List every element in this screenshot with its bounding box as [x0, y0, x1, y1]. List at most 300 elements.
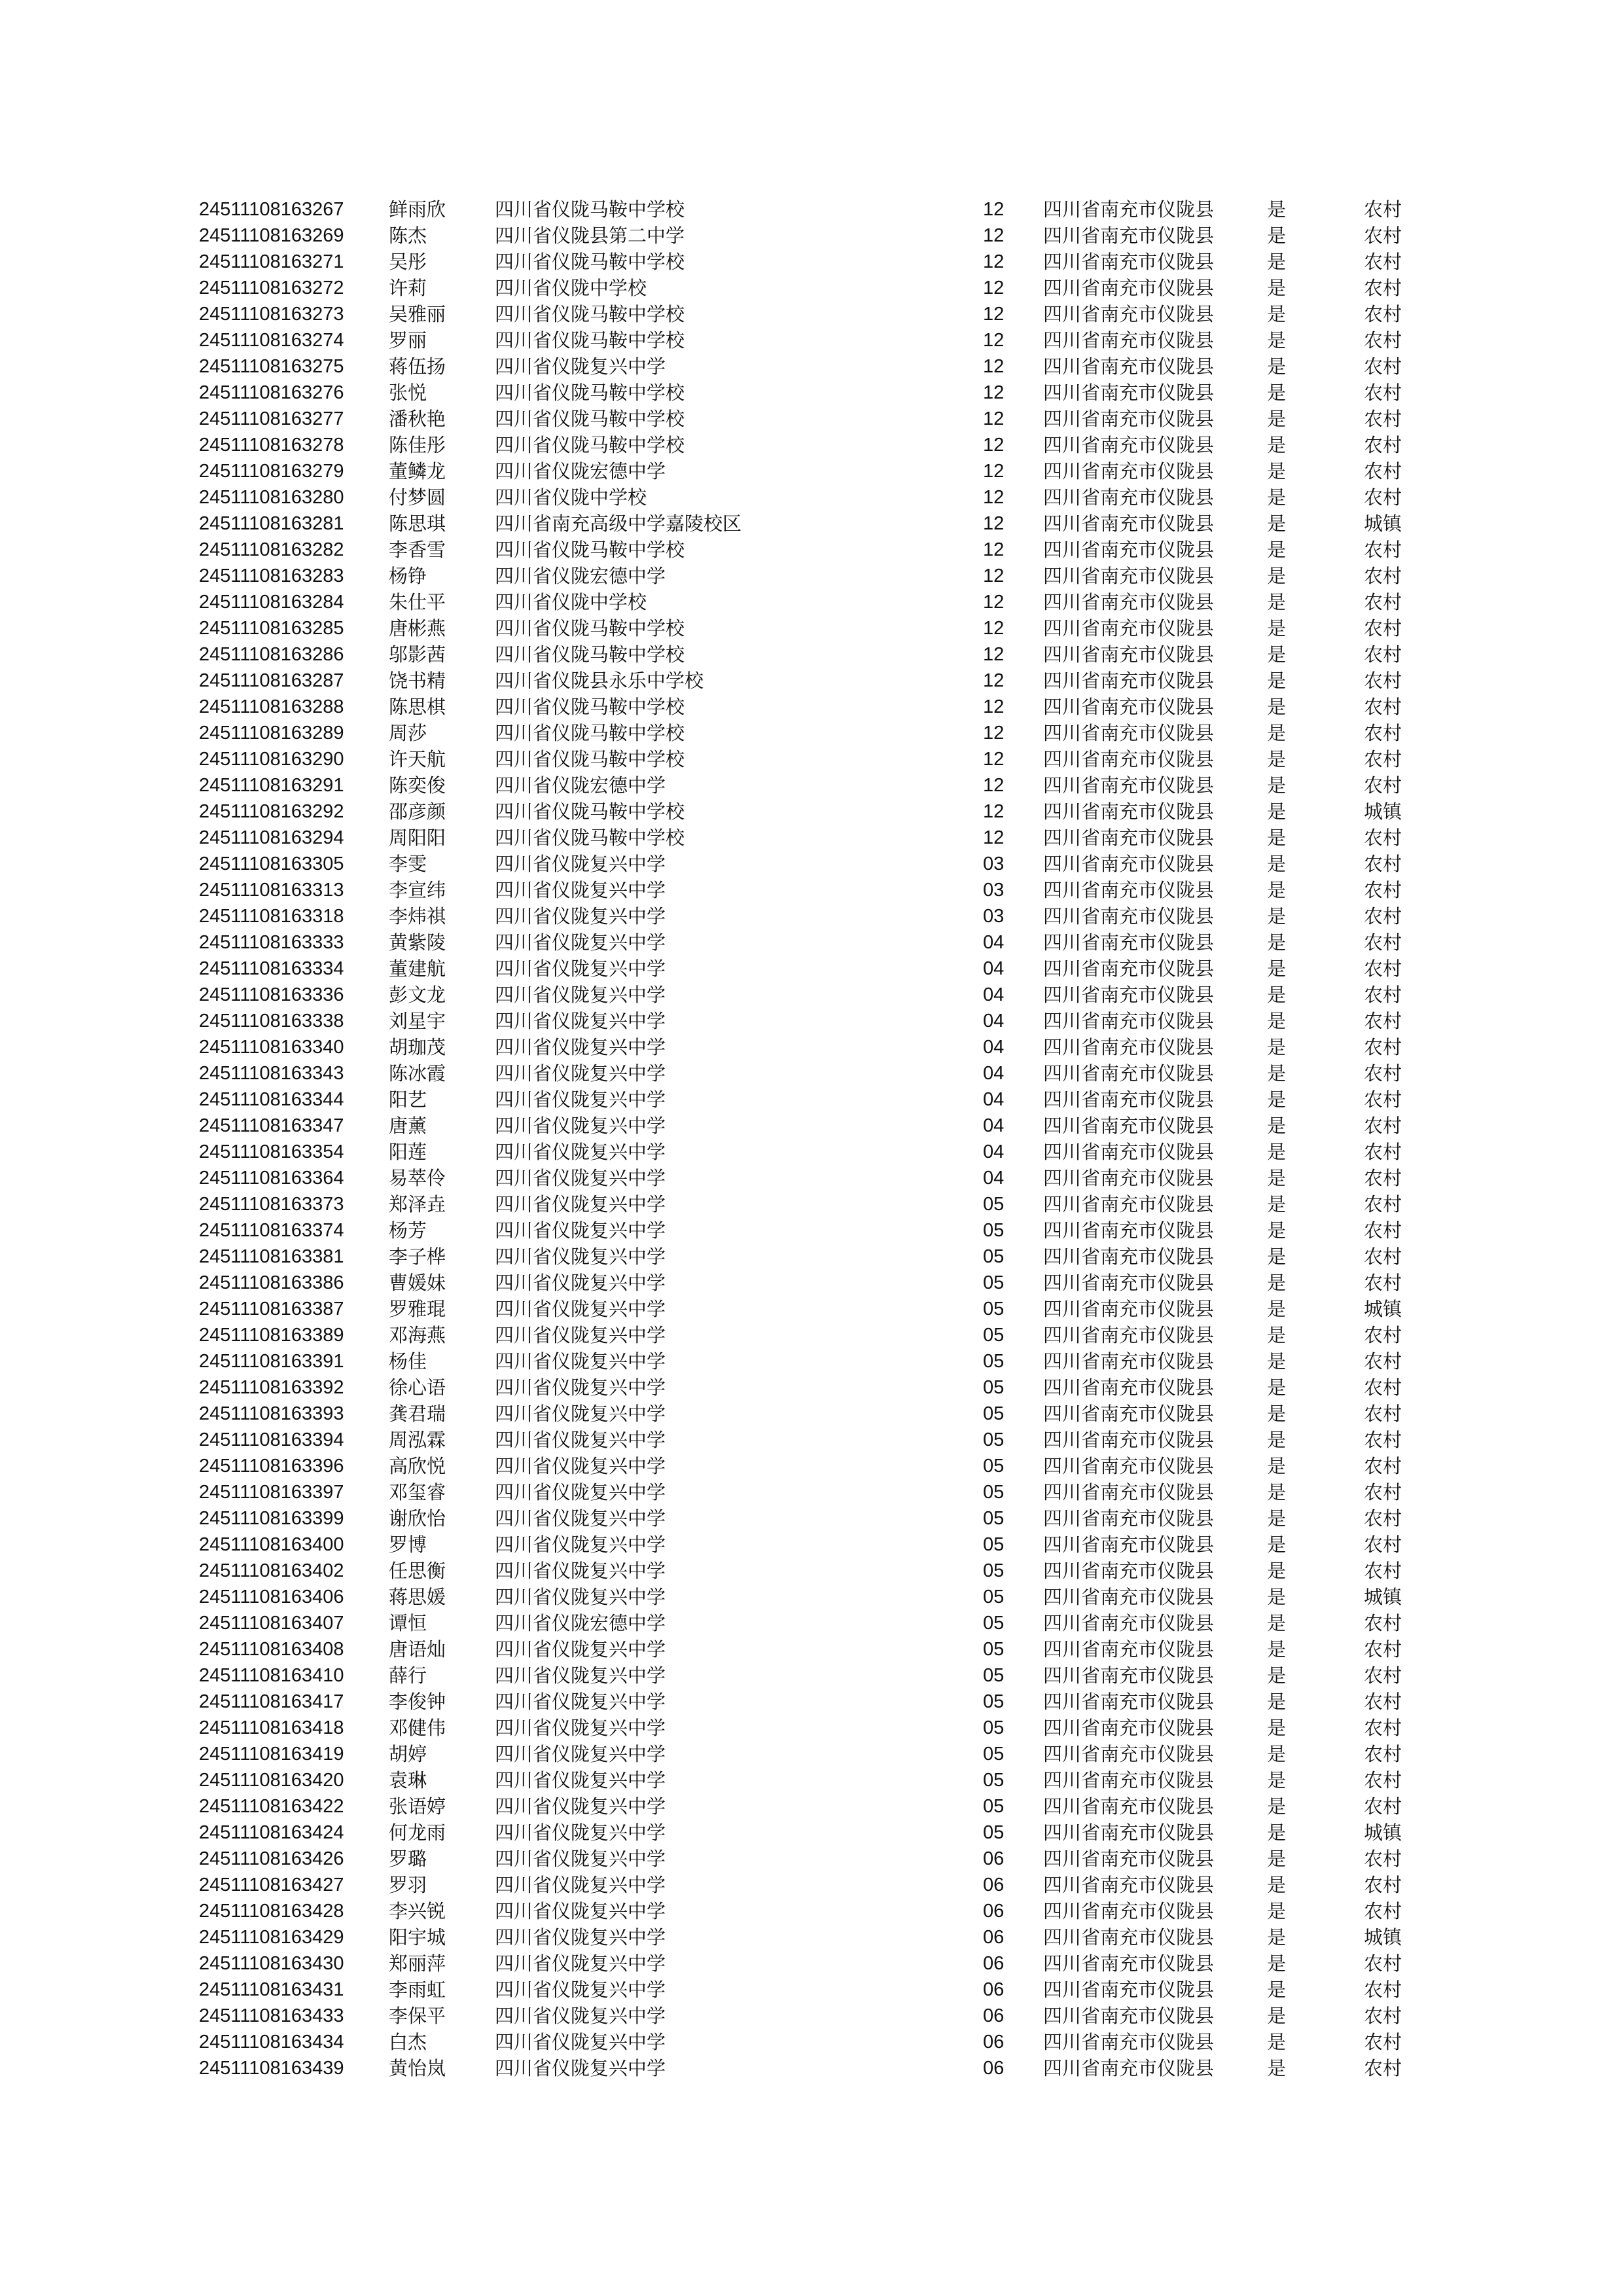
- residence-type-cell: 农村: [1364, 1115, 1402, 1137]
- student-name-cell: 谢欣怡: [389, 1507, 446, 1530]
- flag-cell: 是: [1267, 1167, 1287, 1189]
- class-cell: 05: [983, 1587, 1005, 1607]
- class-cell: 04: [983, 1063, 1005, 1084]
- school-cell: 四川省仪陇复兴中学: [495, 905, 666, 927]
- flag-cell: 是: [1267, 1010, 1287, 1032]
- table-row: [199, 1034, 1429, 1060]
- residence-type-cell: 农村: [1364, 617, 1402, 639]
- flag-cell: 是: [1267, 277, 1287, 299]
- flag-cell: 是: [1267, 827, 1287, 849]
- table-row: [199, 1479, 1429, 1505]
- school-cell: 四川省仪陇复兴中学: [495, 1455, 666, 1477]
- exam-number-cell: 24511108163374: [199, 1220, 344, 1241]
- residence-type-cell: 农村: [1364, 1088, 1402, 1111]
- student-name-cell: 刘星宇: [389, 1010, 446, 1032]
- residence-type-cell: 城镇: [1364, 1586, 1402, 1608]
- student-name-cell: 付梦圆: [389, 486, 446, 509]
- residence-type-cell: 农村: [1364, 1560, 1402, 1582]
- flag-cell: 是: [1267, 1298, 1287, 1320]
- residence-type-cell: 城镇: [1364, 800, 1402, 823]
- flag-cell: 是: [1267, 2057, 1287, 2079]
- school-cell: 四川省仪陇复兴中学: [495, 1246, 666, 1268]
- exam-number-cell: 24511108163408: [199, 1639, 344, 1660]
- class-cell: 05: [983, 1246, 1005, 1267]
- table-row: [199, 432, 1429, 458]
- class-cell: 12: [983, 225, 1005, 246]
- class-cell: 05: [983, 1796, 1005, 1817]
- residence-type-cell: 农村: [1364, 408, 1402, 430]
- student-name-cell: 邓健伟: [389, 1717, 446, 1739]
- region-cell: 四川省南充市仪陇县: [1043, 1926, 1215, 1948]
- table-row: [199, 406, 1429, 432]
- region-cell: 四川省南充市仪陇县: [1043, 1979, 1215, 2001]
- school-cell: 四川省仪陇复兴中学: [495, 1848, 666, 1870]
- exam-number-cell: 24511108163392: [199, 1377, 344, 1398]
- residence-type-cell: 农村: [1364, 329, 1402, 351]
- student-name-cell: 罗丽: [389, 329, 427, 351]
- residence-type-cell: 农村: [1364, 1062, 1402, 1085]
- residence-type-cell: 农村: [1364, 591, 1402, 613]
- school-cell: 四川省仪陇复兴中学: [495, 1193, 666, 1215]
- residence-type-cell: 农村: [1364, 1691, 1402, 1713]
- student-name-cell: 白杰: [389, 2031, 427, 2053]
- class-cell: 05: [983, 1429, 1005, 1450]
- student-name-cell: 邓玺睿: [389, 1481, 446, 1503]
- residence-type-cell: 农村: [1364, 1219, 1402, 1242]
- table-row: [199, 1689, 1429, 1715]
- region-cell: 四川省南充市仪陇县: [1043, 1062, 1215, 1085]
- class-cell: 05: [983, 1299, 1005, 1319]
- residence-type-cell: 农村: [1364, 382, 1402, 404]
- school-cell: 四川省仪陇马鞍中学校: [495, 198, 685, 221]
- school-cell: 四川省仪陇复兴中学: [495, 958, 666, 980]
- class-cell: 12: [983, 278, 1005, 298]
- region-cell: 四川省南充市仪陇县: [1043, 434, 1215, 456]
- table-row: [199, 1374, 1429, 1401]
- flag-cell: 是: [1267, 722, 1287, 744]
- class-cell: 12: [983, 330, 1005, 351]
- roster-table: [199, 196, 1429, 2081]
- student-name-cell: 龚君瑞: [389, 1403, 446, 1425]
- exam-number-cell: 24511108163430: [199, 1953, 344, 1974]
- school-cell: 四川省仪陇马鞍中学校: [495, 251, 685, 273]
- school-cell: 四川省仪陇复兴中学: [495, 1324, 666, 1346]
- region-cell: 四川省南充市仪陇县: [1043, 643, 1215, 666]
- table-row: [199, 353, 1429, 380]
- table-row: [199, 1453, 1429, 1479]
- student-name-cell: 周阳阳: [389, 827, 446, 849]
- flag-cell: 是: [1267, 1350, 1287, 1372]
- table-row: [199, 615, 1429, 641]
- region-cell: 四川省南充市仪陇县: [1043, 617, 1215, 639]
- school-cell: 四川省仪陇复兴中学: [495, 355, 666, 378]
- residence-type-cell: 农村: [1364, 853, 1402, 875]
- student-name-cell: 周莎: [389, 722, 427, 744]
- flag-cell: 是: [1267, 1848, 1287, 1870]
- residence-type-cell: 农村: [1364, 1167, 1402, 1189]
- school-cell: 四川省仪陇复兴中学: [495, 1926, 666, 1948]
- exam-number-cell: 24511108163439: [199, 2058, 344, 2079]
- table-row: [199, 798, 1429, 825]
- class-cell: 05: [983, 1534, 1005, 1555]
- exam-number-cell: 24511108163273: [199, 304, 344, 325]
- residence-type-cell: 农村: [1364, 1874, 1402, 1896]
- student-name-cell: 彭文龙: [389, 984, 446, 1006]
- school-cell: 四川省仪陇复兴中学: [495, 1534, 666, 1556]
- flag-cell: 是: [1267, 1900, 1287, 1922]
- region-cell: 四川省南充市仪陇县: [1043, 565, 1215, 587]
- region-cell: 四川省南充市仪陇县: [1043, 1848, 1215, 1870]
- class-cell: 05: [983, 1639, 1005, 1660]
- school-cell: 四川省仪陇县永乐中学校: [495, 670, 704, 692]
- exam-number-cell: 24511108163402: [199, 1560, 344, 1581]
- residence-type-cell: 农村: [1364, 1193, 1402, 1215]
- exam-number-cell: 24511108163389: [199, 1325, 344, 1346]
- region-cell: 四川省南充市仪陇县: [1043, 905, 1215, 927]
- exam-number-cell: 24511108163431: [199, 1979, 344, 2000]
- flag-cell: 是: [1267, 1769, 1287, 1791]
- residence-type-cell: 城镇: [1364, 512, 1402, 535]
- region-cell: 四川省南充市仪陇县: [1043, 1691, 1215, 1713]
- flag-cell: 是: [1267, 1795, 1287, 1818]
- student-name-cell: 罗博: [389, 1534, 427, 1556]
- school-cell: 四川省仪陇马鞍中学校: [495, 434, 685, 456]
- exam-number-cell: 24511108163294: [199, 827, 344, 848]
- student-name-cell: 郑泽垚: [389, 1193, 446, 1215]
- class-cell: 12: [983, 827, 1005, 848]
- table-row: [199, 1505, 1429, 1532]
- student-name-cell: 罗雅琨: [389, 1298, 446, 1320]
- school-cell: 四川省仪陇马鞍中学校: [495, 696, 685, 718]
- school-cell: 四川省仪陇复兴中学: [495, 1795, 666, 1818]
- region-cell: 四川省南充市仪陇县: [1043, 486, 1215, 509]
- school-cell: 四川省仪陇复兴中学: [495, 1350, 666, 1372]
- school-cell: 四川省仪陇复兴中学: [495, 1429, 666, 1451]
- residence-type-cell: 城镇: [1364, 1926, 1402, 1948]
- region-cell: 四川省南充市仪陇县: [1043, 1743, 1215, 1765]
- school-cell: 四川省仪陇复兴中学: [495, 1638, 666, 1660]
- flag-cell: 是: [1267, 1821, 1287, 1844]
- exam-number-cell: 24511108163427: [199, 1874, 344, 1895]
- table-row: [199, 746, 1429, 772]
- table-row: [199, 1348, 1429, 1374]
- class-cell: 12: [983, 592, 1005, 613]
- flag-cell: 是: [1267, 1560, 1287, 1582]
- exam-number-cell: 24511108163420: [199, 1770, 344, 1791]
- student-name-cell: 高欣悦: [389, 1455, 446, 1477]
- table-row: [199, 1741, 1429, 1767]
- residence-type-cell: 农村: [1364, 2031, 1402, 2053]
- student-name-cell: 胡婷: [389, 1743, 427, 1765]
- residence-type-cell: 农村: [1364, 1717, 1402, 1739]
- student-name-cell: 唐彬燕: [389, 617, 446, 639]
- student-name-cell: 谭恒: [389, 1612, 427, 1634]
- school-cell: 四川省仪陇复兴中学: [495, 1900, 666, 1922]
- exam-number-cell: 24511108163354: [199, 1141, 344, 1162]
- table-row: [199, 2003, 1429, 2029]
- student-name-cell: 鲜雨欣: [389, 198, 446, 221]
- flag-cell: 是: [1267, 1979, 1287, 2001]
- exam-number-cell: 24511108163289: [199, 723, 344, 744]
- exam-number-cell: 24511108163344: [199, 1089, 344, 1110]
- student-name-cell: 唐语灿: [389, 1638, 446, 1660]
- school-cell: 四川省仪陇复兴中学: [495, 1115, 666, 1137]
- school-cell: 四川省仪陇宏德中学: [495, 565, 666, 587]
- class-cell: 05: [983, 1351, 1005, 1372]
- student-name-cell: 杨铮: [389, 565, 427, 587]
- student-name-cell: 邬影茜: [389, 643, 446, 666]
- school-cell: 四川省仪陇复兴中学: [495, 1481, 666, 1503]
- region-cell: 四川省南充市仪陇县: [1043, 1115, 1215, 1137]
- flag-cell: 是: [1267, 198, 1287, 221]
- table-row: [199, 1427, 1429, 1453]
- student-name-cell: 李雨虹: [389, 1979, 446, 2001]
- region-cell: 四川省南充市仪陇县: [1043, 879, 1215, 901]
- flag-cell: 是: [1267, 1115, 1287, 1137]
- class-cell: 04: [983, 932, 1005, 953]
- student-name-cell: 李宣纬: [389, 879, 446, 901]
- residence-type-cell: 农村: [1364, 565, 1402, 587]
- table-row: [199, 380, 1429, 406]
- exam-number-cell: 24511108163433: [199, 2005, 344, 2026]
- student-name-cell: 李保平: [389, 2005, 446, 2027]
- school-cell: 四川省仪陇复兴中学: [495, 1010, 666, 1032]
- residence-type-cell: 农村: [1364, 1900, 1402, 1922]
- student-name-cell: 李兴锐: [389, 1900, 446, 1922]
- student-name-cell: 张悦: [389, 382, 427, 404]
- residence-type-cell: 农村: [1364, 1979, 1402, 2001]
- exam-number-cell: 24511108163305: [199, 853, 344, 874]
- student-name-cell: 阳宇城: [389, 1926, 446, 1948]
- flag-cell: 是: [1267, 905, 1287, 927]
- flag-cell: 是: [1267, 1455, 1287, 1477]
- region-cell: 四川省南充市仪陇县: [1043, 1952, 1215, 1975]
- exam-number-cell: 24511108163333: [199, 932, 344, 953]
- flag-cell: 是: [1267, 591, 1287, 613]
- residence-type-cell: 农村: [1364, 670, 1402, 692]
- flag-cell: 是: [1267, 1664, 1287, 1687]
- residence-type-cell: 农村: [1364, 1010, 1402, 1032]
- region-cell: 四川省南充市仪陇县: [1043, 408, 1215, 430]
- flag-cell: 是: [1267, 251, 1287, 273]
- region-cell: 四川省南充市仪陇县: [1043, 958, 1215, 980]
- student-name-cell: 潘秋艳: [389, 408, 446, 430]
- class-cell: 04: [983, 1168, 1005, 1189]
- student-name-cell: 吴彤: [389, 251, 427, 273]
- class-cell: 12: [983, 696, 1005, 717]
- residence-type-cell: 农村: [1364, 1952, 1402, 1975]
- residence-type-cell: 农村: [1364, 1036, 1402, 1058]
- student-name-cell: 董鳞龙: [389, 460, 446, 482]
- class-cell: 12: [983, 670, 1005, 691]
- class-cell: 05: [983, 1508, 1005, 1529]
- table-row: [199, 2055, 1429, 2081]
- school-cell: 四川省仪陇复兴中学: [495, 1769, 666, 1791]
- class-cell: 03: [983, 906, 1005, 927]
- region-cell: 四川省南充市仪陇县: [1043, 1560, 1215, 1582]
- class-cell: 06: [983, 2058, 1005, 2079]
- school-cell: 四川省仪陇中学校: [495, 486, 647, 509]
- exam-number-cell: 24511108163285: [199, 618, 344, 639]
- flag-cell: 是: [1267, 1691, 1287, 1713]
- class-cell: 05: [983, 1482, 1005, 1503]
- exam-number-cell: 24511108163396: [199, 1456, 344, 1477]
- region-cell: 四川省南充市仪陇县: [1043, 1900, 1215, 1922]
- school-cell: 四川省仪陇复兴中学: [495, 1298, 666, 1320]
- student-name-cell: 唐薰: [389, 1115, 427, 1137]
- school-cell: 四川省仪陇马鞍中学校: [495, 722, 685, 744]
- region-cell: 四川省南充市仪陇县: [1043, 1167, 1215, 1189]
- residence-type-cell: 农村: [1364, 958, 1402, 980]
- flag-cell: 是: [1267, 958, 1287, 980]
- table-row: [199, 1950, 1429, 1977]
- exam-number-cell: 24511108163400: [199, 1534, 344, 1555]
- class-cell: 12: [983, 199, 1005, 220]
- region-cell: 四川省南充市仪陇县: [1043, 1429, 1215, 1451]
- exam-number-cell: 24511108163347: [199, 1115, 344, 1136]
- class-cell: 05: [983, 1194, 1005, 1215]
- exam-number-cell: 24511108163283: [199, 565, 344, 586]
- student-name-cell: 邵彦颜: [389, 800, 446, 823]
- residence-type-cell: 农村: [1364, 1376, 1402, 1399]
- student-name-cell: 郑丽萍: [389, 1952, 446, 1975]
- region-cell: 四川省南充市仪陇县: [1043, 696, 1215, 718]
- residence-type-cell: 农村: [1364, 722, 1402, 744]
- table-row: [199, 1165, 1429, 1191]
- flag-cell: 是: [1267, 1272, 1287, 1294]
- exam-number-cell: 24511108163429: [199, 1927, 344, 1948]
- residence-type-cell: 农村: [1364, 1769, 1402, 1791]
- class-cell: 05: [983, 1220, 1005, 1241]
- exam-number-cell: 24511108163281: [199, 513, 344, 534]
- class-cell: 06: [983, 1901, 1005, 1922]
- class-cell: 05: [983, 1403, 1005, 1424]
- flag-cell: 是: [1267, 1324, 1287, 1346]
- school-cell: 四川省仪陇复兴中学: [495, 1560, 666, 1582]
- class-cell: 05: [983, 1691, 1005, 1712]
- student-name-cell: 吴雅丽: [389, 303, 446, 325]
- exam-number-cell: 24511108163290: [199, 749, 344, 770]
- flag-cell: 是: [1267, 879, 1287, 901]
- school-cell: 四川省仪陇县第二中学: [495, 224, 685, 247]
- school-cell: 四川省仪陇马鞍中学校: [495, 539, 685, 561]
- flag-cell: 是: [1267, 1743, 1287, 1765]
- table-row: [199, 772, 1429, 798]
- table-row: [199, 1558, 1429, 1584]
- student-name-cell: 曹媛妹: [389, 1272, 446, 1294]
- class-cell: 04: [983, 1089, 1005, 1110]
- region-cell: 四川省南充市仪陇县: [1043, 591, 1215, 613]
- region-cell: 四川省南充市仪陇县: [1043, 1088, 1215, 1111]
- school-cell: 四川省仪陇马鞍中学校: [495, 382, 685, 404]
- class-cell: 12: [983, 356, 1005, 377]
- student-name-cell: 徐心语: [389, 1376, 446, 1399]
- residence-type-cell: 农村: [1364, 774, 1402, 797]
- class-cell: 06: [983, 1848, 1005, 1869]
- flag-cell: 是: [1267, 382, 1287, 404]
- school-cell: 四川省仪陇复兴中学: [495, 1586, 666, 1608]
- exam-number-cell: 24511108163284: [199, 592, 344, 613]
- exam-number-cell: 24511108163406: [199, 1587, 344, 1607]
- flag-cell: 是: [1267, 355, 1287, 378]
- school-cell: 四川省仪陇马鞍中学校: [495, 617, 685, 639]
- region-cell: 四川省南充市仪陇县: [1043, 1350, 1215, 1372]
- class-cell: 12: [983, 775, 1005, 796]
- flag-cell: 是: [1267, 1717, 1287, 1739]
- student-name-cell: 蒋思媛: [389, 1586, 446, 1608]
- school-cell: 四川省仪陇宏德中学: [495, 1612, 666, 1634]
- table-row: [199, 1872, 1429, 1898]
- table-row: [199, 903, 1429, 929]
- student-name-cell: 李子桦: [389, 1246, 446, 1268]
- exam-number-cell: 24511108163397: [199, 1482, 344, 1503]
- table-row: [199, 1244, 1429, 1270]
- flag-cell: 是: [1267, 800, 1287, 823]
- school-cell: 四川省仪陇马鞍中学校: [495, 800, 685, 823]
- residence-type-cell: 城镇: [1364, 1298, 1402, 1320]
- exam-number-cell: 24511108163422: [199, 1796, 344, 1817]
- school-cell: 四川省仪陇马鞍中学校: [495, 329, 685, 351]
- student-name-cell: 薛行: [389, 1664, 427, 1687]
- residence-type-cell: 农村: [1364, 1350, 1402, 1372]
- region-cell: 四川省南充市仪陇县: [1043, 1507, 1215, 1530]
- region-cell: 四川省南充市仪陇县: [1043, 1246, 1215, 1268]
- class-cell: 12: [983, 487, 1005, 508]
- student-name-cell: 陈奕俊: [389, 774, 446, 797]
- flag-cell: 是: [1267, 1638, 1287, 1660]
- student-name-cell: 杨芳: [389, 1219, 427, 1242]
- region-cell: 四川省南充市仪陇县: [1043, 774, 1215, 797]
- residence-type-cell: 农村: [1364, 1481, 1402, 1503]
- region-cell: 四川省南充市仪陇县: [1043, 224, 1215, 247]
- region-cell: 四川省南充市仪陇县: [1043, 1664, 1215, 1687]
- region-cell: 四川省南充市仪陇县: [1043, 1376, 1215, 1399]
- region-cell: 四川省南充市仪陇县: [1043, 1534, 1215, 1556]
- residence-type-cell: 农村: [1364, 2057, 1402, 2079]
- region-cell: 四川省南充市仪陇县: [1043, 1874, 1215, 1896]
- residence-type-cell: 农村: [1364, 696, 1402, 718]
- flag-cell: 是: [1267, 643, 1287, 666]
- school-cell: 四川省南充高级中学嘉陵校区: [495, 512, 742, 535]
- school-cell: 四川省仪陇宏德中学: [495, 460, 666, 482]
- flag-cell: 是: [1267, 931, 1287, 954]
- exam-number-cell: 24511108163399: [199, 1508, 344, 1529]
- residence-type-cell: 农村: [1364, 277, 1402, 299]
- school-cell: 四川省仪陇复兴中学: [495, 984, 666, 1006]
- residence-type-cell: 农村: [1364, 905, 1402, 927]
- class-cell: 12: [983, 539, 1005, 560]
- school-cell: 四川省仪陇马鞍中学校: [495, 643, 685, 666]
- class-cell: 12: [983, 382, 1005, 403]
- flag-cell: 是: [1267, 1586, 1287, 1608]
- student-name-cell: 何龙雨: [389, 1821, 446, 1844]
- school-cell: 四川省仪陇复兴中学: [495, 2031, 666, 2053]
- exam-number-cell: 24511108163418: [199, 1717, 344, 1738]
- student-name-cell: 李炜祺: [389, 905, 446, 927]
- school-cell: 四川省仪陇复兴中学: [495, 853, 666, 875]
- table-row: [199, 1401, 1429, 1427]
- student-name-cell: 陈思琪: [389, 512, 446, 535]
- student-name-cell: 邓海燕: [389, 1324, 446, 1346]
- class-cell: 12: [983, 749, 1005, 770]
- class-cell: 12: [983, 461, 1005, 482]
- table-row: [199, 1715, 1429, 1741]
- exam-number-cell: 24511108163269: [199, 225, 344, 246]
- exam-number-cell: 24511108163276: [199, 382, 344, 403]
- table-row: [199, 1270, 1429, 1296]
- region-cell: 四川省南充市仪陇县: [1043, 460, 1215, 482]
- region-cell: 四川省南充市仪陇县: [1043, 1821, 1215, 1844]
